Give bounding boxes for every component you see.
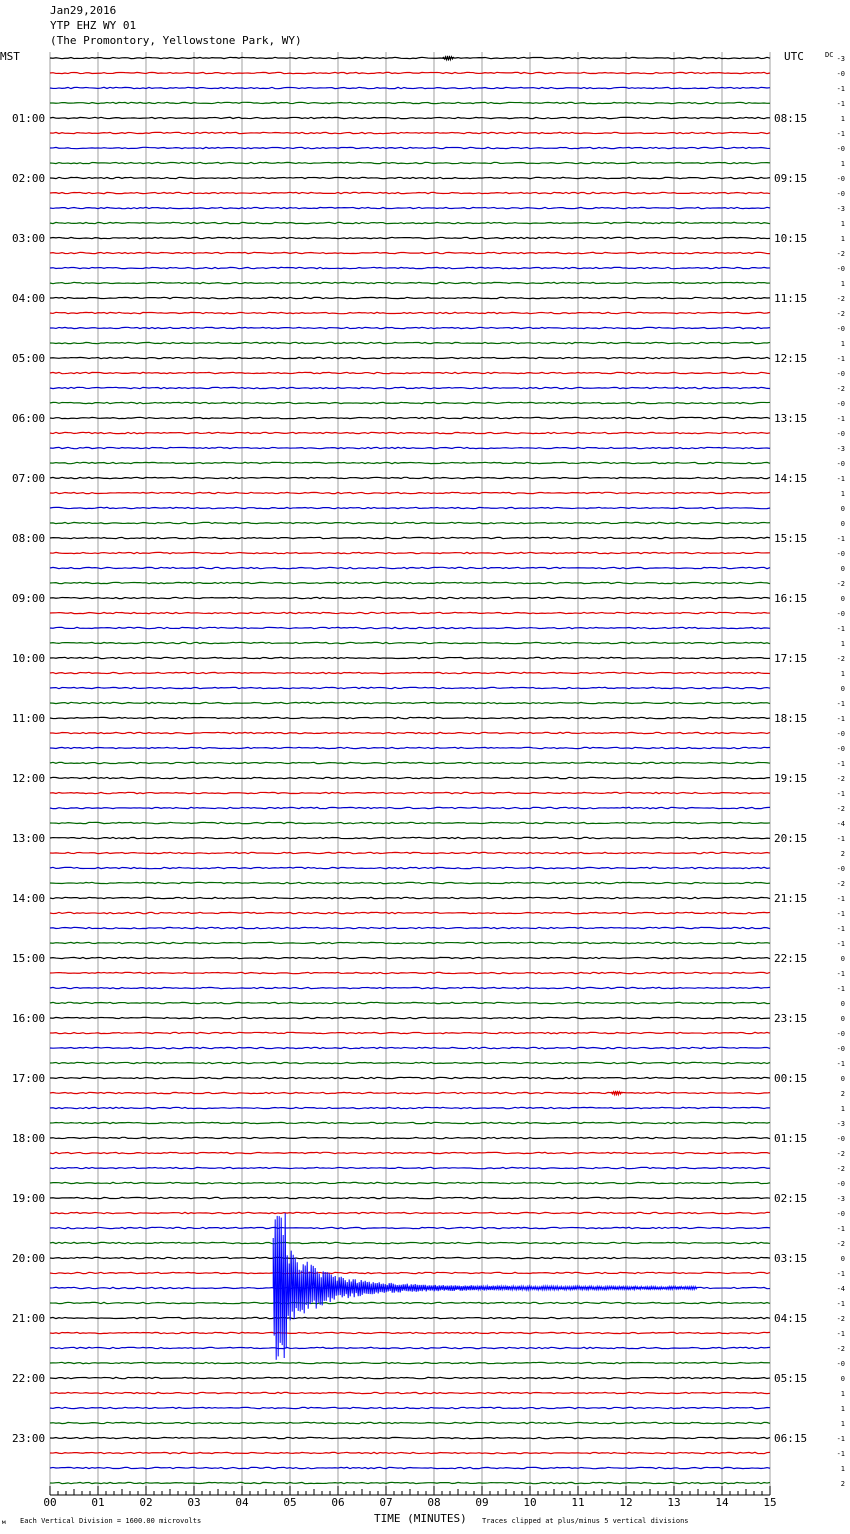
seismic-trace	[50, 732, 770, 733]
hour-label-mst: 04:00	[12, 292, 46, 305]
x-tick-label: 15	[763, 1496, 777, 1509]
station-id: YTP EHZ WY 01	[50, 19, 137, 32]
hour-label-utc: 21:15	[774, 892, 808, 905]
dc-offset: 0	[840, 1075, 845, 1083]
seismic-trace	[50, 222, 770, 223]
dc-offset: -3	[836, 205, 845, 213]
dc-offset: 0	[840, 1255, 845, 1263]
hour-label-mst: 22:00	[12, 1372, 46, 1385]
seismic-trace	[50, 852, 770, 853]
dc-offset: -4	[836, 1285, 845, 1293]
seismic-trace	[50, 567, 770, 568]
dc-offset: 1	[840, 640, 845, 648]
seismic-trace	[50, 777, 770, 778]
dc-offset: -0	[836, 1030, 845, 1038]
seismic-trace	[50, 327, 770, 328]
hour-label-mst: 18:00	[12, 1132, 46, 1145]
seismic-trace	[50, 612, 770, 613]
dc-offset: -1	[836, 475, 845, 483]
mst-hour-labels	[12, 112, 45, 1445]
dc-offset: -2	[836, 1150, 845, 1158]
x-tick-label: 06	[331, 1496, 345, 1509]
corner-mark: м	[2, 1519, 6, 1526]
seismic-trace	[50, 372, 770, 373]
dc-offset: -1	[836, 625, 845, 633]
dc-offset: 1	[840, 1105, 845, 1113]
seismic-trace	[50, 1467, 770, 1468]
seismic-trace	[50, 1017, 770, 1018]
seismic-trace	[50, 522, 770, 523]
seismic-trace	[50, 957, 770, 958]
seismic-trace	[50, 462, 770, 463]
seismic-trace	[50, 1197, 770, 1198]
dc-offset: 1	[840, 280, 845, 288]
x-tick-label: 01	[91, 1496, 105, 1509]
hour-label-mst: 12:00	[12, 772, 46, 785]
seismic-trace	[50, 297, 770, 298]
dc-offset: -2	[836, 580, 845, 588]
x-tick-label: 09	[475, 1496, 489, 1509]
seismic-trace	[50, 1482, 770, 1483]
dc-offset: 2	[840, 1480, 845, 1488]
scale-footnote: Each Vertical Division = 1600.00 microvolts	[20, 1517, 202, 1525]
dc-offset: -0	[836, 610, 845, 618]
hour-label-utc: 13:15	[774, 412, 808, 425]
seismic-trace	[50, 1122, 770, 1123]
seismic-trace	[50, 387, 770, 388]
seismic-trace	[50, 672, 770, 673]
dc-offset: -0	[836, 175, 845, 183]
x-tick-label: 02	[139, 1496, 153, 1509]
seismic-trace	[50, 417, 770, 418]
hour-label-mst: 20:00	[12, 1252, 46, 1265]
hour-label-mst: 02:00	[12, 172, 46, 185]
dc-offset: 1	[840, 1390, 845, 1398]
dc-offset: -1	[836, 100, 845, 108]
seismic-trace	[50, 72, 770, 73]
dc-offset: -0	[836, 865, 845, 873]
hour-label-utc: 16:15	[774, 592, 808, 605]
seismic-trace	[50, 147, 770, 148]
dc-offset: -2	[836, 1165, 845, 1173]
seismic-trace	[50, 1002, 770, 1003]
dc-offset: -1	[836, 355, 845, 363]
seismic-trace	[50, 282, 770, 283]
hour-label-mst: 21:00	[12, 1312, 46, 1325]
seismic-trace	[50, 1242, 770, 1243]
seismic-trace	[50, 627, 770, 628]
dc-offset: -1	[836, 535, 845, 543]
seismic-trace	[50, 132, 770, 133]
seismic-trace	[50, 1062, 770, 1063]
trace-group	[50, 57, 770, 1483]
hour-label-utc: 18:15	[774, 712, 808, 725]
dc-offset: -3	[836, 1120, 845, 1128]
dc-offset: 1	[840, 490, 845, 498]
seismic-trace	[50, 987, 770, 988]
seismic-trace	[50, 1347, 770, 1348]
seismic-trace	[50, 1452, 770, 1453]
seismic-trace	[50, 1362, 770, 1363]
hour-label-mst: 23:00	[12, 1432, 46, 1445]
dc-offset: -0	[836, 550, 845, 558]
x-tick-label: 04	[235, 1496, 249, 1509]
hour-label-utc: 14:15	[774, 472, 808, 485]
hour-label-utc: 17:15	[774, 652, 808, 665]
dc-offset: -1	[836, 1225, 845, 1233]
seismic-trace	[50, 342, 770, 343]
hour-label-utc: 22:15	[774, 952, 808, 965]
seismic-trace	[50, 1107, 770, 1108]
hour-label-utc: 11:15	[774, 292, 808, 305]
dc-offset: -0	[836, 730, 845, 738]
hour-label-utc: 23:15	[774, 1012, 808, 1025]
seismic-trace	[50, 117, 770, 118]
seismic-trace	[50, 1152, 770, 1153]
seismic-trace	[50, 312, 770, 313]
hour-label-utc: 03:15	[774, 1252, 808, 1265]
dc-offset: -0	[836, 400, 845, 408]
dc-offset: -1	[836, 835, 845, 843]
seismic-trace	[50, 642, 770, 643]
seismic-trace	[50, 1227, 770, 1228]
seismic-trace	[50, 537, 770, 538]
mst-label: MST	[0, 50, 20, 63]
dc-offset: -1	[836, 1330, 845, 1338]
seismic-trace	[50, 912, 770, 913]
dc-offset: 1	[840, 1405, 845, 1413]
dc-offset: -0	[836, 190, 845, 198]
utc-label: UTC	[784, 50, 804, 63]
seismic-trace	[50, 102, 770, 103]
dc-offset: -0	[836, 430, 845, 438]
hour-label-utc: 10:15	[774, 232, 808, 245]
seismic-trace	[50, 87, 770, 88]
dc-offset: 0	[840, 565, 845, 573]
seismic-trace	[50, 507, 770, 508]
dc-offset: -2	[836, 1315, 845, 1323]
seismic-trace	[50, 1302, 770, 1303]
hour-label-utc: 02:15	[774, 1192, 808, 1205]
dc-offset: 0	[840, 955, 845, 963]
dc-offset: -1	[836, 970, 845, 978]
hour-label-mst: 07:00	[12, 472, 46, 485]
dc-offset: 1	[840, 1465, 845, 1473]
seismic-trace	[50, 492, 770, 493]
seismic-trace	[50, 1137, 770, 1138]
x-tick-label: 08	[427, 1496, 441, 1509]
seismic-trace	[50, 582, 770, 583]
plot-date: Jan29,2016	[50, 4, 117, 17]
hour-label-utc: 05:15	[774, 1372, 808, 1385]
dc-offset: -2	[836, 310, 845, 318]
hour-label-utc: 15:15	[774, 532, 808, 545]
seismic-trace	[50, 762, 770, 763]
dc-offset: -0	[836, 1135, 845, 1143]
seismic-trace	[50, 57, 770, 58]
hour-label-mst: 15:00	[12, 952, 46, 965]
dc-offset: -2	[836, 805, 845, 813]
dc-offset: 0	[840, 595, 845, 603]
dc-offset: -0	[836, 265, 845, 273]
seismic-trace	[50, 942, 770, 943]
hour-label-mst: 10:00	[12, 652, 46, 665]
dc-offset: -2	[836, 1345, 845, 1353]
seismic-trace	[50, 1407, 770, 1408]
seismic-trace	[50, 1032, 770, 1033]
dc-offset: -1	[836, 925, 845, 933]
seismic-trace	[50, 1392, 770, 1393]
seismic-trace	[50, 447, 770, 448]
dc-offset: -1	[836, 1270, 845, 1278]
dc-offset: 0	[840, 685, 845, 693]
small-event	[442, 56, 454, 61]
seismic-trace	[50, 1332, 770, 1333]
x-tick-label: 10	[523, 1496, 537, 1509]
dc-offset: -3	[836, 445, 845, 453]
x-tick-label: 03	[187, 1496, 201, 1509]
x-tick-label: 13	[667, 1496, 681, 1509]
dc-offset: -1	[836, 1060, 845, 1068]
x-tick-label: 11	[571, 1496, 585, 1509]
hour-label-utc: 01:15	[774, 1132, 808, 1145]
dc-offset: -1	[836, 85, 845, 93]
hour-label-mst: 17:00	[12, 1072, 46, 1085]
dc-offset: -1	[836, 1450, 845, 1458]
hour-label-mst: 13:00	[12, 832, 46, 845]
dc-offset: 0	[840, 1375, 845, 1383]
dc-offset: -0	[836, 145, 845, 153]
hour-label-mst: 09:00	[12, 592, 46, 605]
dc-offset: 0	[840, 505, 845, 513]
dc-offset: -1	[836, 790, 845, 798]
seismic-trace	[50, 897, 770, 898]
dc-label: DC	[825, 51, 834, 59]
seismic-trace	[50, 822, 770, 823]
time-axis	[43, 1486, 776, 1509]
dc-offset: -0	[836, 325, 845, 333]
seismic-trace	[50, 792, 770, 793]
seismic-trace	[50, 882, 770, 883]
clip-footnote: Traces clipped at plus/minus 5 vertical divisions	[482, 1517, 689, 1525]
dc-offset: 0	[840, 1000, 845, 1008]
seismic-trace	[50, 1092, 770, 1093]
hour-label-mst: 05:00	[12, 352, 46, 365]
hour-label-mst: 19:00	[12, 1192, 46, 1205]
earthquake-waveform	[273, 1213, 697, 1360]
dc-offset: 0	[840, 520, 845, 528]
seismic-trace	[50, 1422, 770, 1423]
seismic-trace	[50, 1077, 770, 1078]
seismic-trace	[50, 237, 770, 238]
hour-label-mst: 03:00	[12, 232, 46, 245]
seismic-trace	[50, 927, 770, 928]
seismic-trace	[50, 207, 770, 208]
hour-label-mst: 01:00	[12, 112, 46, 125]
dc-offset: -1	[836, 760, 845, 768]
hour-label-mst: 06:00	[12, 412, 46, 425]
dc-offset: -1	[836, 985, 845, 993]
seismic-trace	[50, 1437, 770, 1438]
seismic-trace	[50, 1167, 770, 1168]
seismic-trace	[50, 1272, 770, 1273]
hour-label-utc: 20:15	[774, 832, 808, 845]
earthquake-event	[273, 56, 697, 1360]
dc-offset-labels	[837, 55, 845, 1488]
seismic-trace	[50, 1257, 770, 1258]
seismic-trace	[50, 867, 770, 868]
dc-offset: -1	[836, 715, 845, 723]
seismic-trace	[50, 267, 770, 268]
hour-label-utc: 00:15	[774, 1072, 808, 1085]
hour-label-utc: 08:15	[774, 112, 808, 125]
hour-label-mst: 16:00	[12, 1012, 46, 1025]
seismic-trace	[50, 747, 770, 748]
seismic-trace	[50, 1047, 770, 1048]
station-location: (The Promontory, Yellowstone Park, WY)	[50, 34, 302, 47]
dc-offset: -1	[836, 700, 845, 708]
dc-offset: 1	[840, 160, 845, 168]
x-tick-label: 00	[43, 1496, 57, 1509]
dc-offset: -3	[836, 55, 845, 63]
seismic-trace	[50, 432, 770, 433]
seismic-trace	[50, 162, 770, 163]
seismic-trace	[50, 477, 770, 478]
dc-offset: 0	[840, 1015, 845, 1023]
x-axis-title: TIME (MINUTES)	[374, 1512, 467, 1525]
x-tick-label: 14	[715, 1496, 729, 1509]
hour-label-utc: 09:15	[774, 172, 808, 185]
dc-offset: -0	[836, 1210, 845, 1218]
dc-offset: 1	[840, 220, 845, 228]
seismic-trace	[50, 1377, 770, 1378]
dc-offset: -2	[836, 295, 845, 303]
hour-label-mst: 11:00	[12, 712, 46, 725]
hour-label-utc: 06:15	[774, 1432, 808, 1445]
seismic-trace	[50, 717, 770, 718]
dc-offset: 2	[840, 850, 845, 858]
dc-offset: -1	[836, 1300, 845, 1308]
seismic-trace	[50, 357, 770, 358]
hour-label-utc: 19:15	[774, 772, 808, 785]
dc-offset: 1	[840, 115, 845, 123]
dc-offset: -0	[836, 370, 845, 378]
seismic-trace	[50, 192, 770, 193]
dc-offset: -1	[836, 415, 845, 423]
hour-label-utc: 12:15	[774, 352, 808, 365]
hour-label-mst: 14:00	[12, 892, 46, 905]
dc-offset: -2	[836, 1240, 845, 1248]
dc-offset: -4	[836, 820, 845, 828]
dc-offset: 1	[840, 670, 845, 678]
seismic-trace	[50, 597, 770, 598]
hour-label-utc: 04:15	[774, 1312, 808, 1325]
utc-hour-labels	[774, 112, 807, 1445]
dc-offset: -0	[836, 460, 845, 468]
x-tick-label: 05	[283, 1496, 297, 1509]
seismic-trace	[50, 657, 770, 658]
dc-offset: -1	[836, 1435, 845, 1443]
hour-label-mst: 08:00	[12, 532, 46, 545]
dc-offset: -1	[836, 895, 845, 903]
seismic-trace	[50, 702, 770, 703]
dc-offset: -0	[836, 1045, 845, 1053]
seismic-trace	[50, 177, 770, 178]
seismic-trace	[50, 1212, 770, 1213]
dc-offset: -0	[836, 1180, 845, 1188]
dc-offset: -1	[836, 910, 845, 918]
dc-offset: -1	[836, 940, 845, 948]
dc-offset: -2	[836, 880, 845, 888]
dc-offset: -2	[836, 385, 845, 393]
dc-offset: -0	[836, 745, 845, 753]
seismic-trace	[50, 687, 770, 688]
seismic-trace	[50, 1182, 770, 1183]
seismic-trace	[50, 972, 770, 973]
seismic-trace	[50, 252, 770, 253]
dc-offset: 2	[840, 1090, 845, 1098]
seismic-trace	[50, 1317, 770, 1318]
small-event	[610, 1091, 622, 1096]
dc-offset: -2	[836, 775, 845, 783]
dc-offset: -2	[836, 655, 845, 663]
seismic-trace	[50, 402, 770, 403]
dc-offset: 1	[840, 340, 845, 348]
dc-offset: 1	[840, 1420, 845, 1428]
dc-offset: -0	[836, 1360, 845, 1368]
dc-offset: -3	[836, 1195, 845, 1203]
seismic-trace	[50, 807, 770, 808]
x-tick-label: 07	[379, 1496, 393, 1509]
seismic-trace	[50, 552, 770, 553]
seismic-trace	[50, 837, 770, 838]
dc-offset: -1	[836, 130, 845, 138]
dc-offset: -2	[836, 250, 845, 258]
x-tick-label: 12	[619, 1496, 633, 1509]
dc-offset: -0	[836, 70, 845, 78]
dc-offset: 1	[840, 235, 845, 243]
